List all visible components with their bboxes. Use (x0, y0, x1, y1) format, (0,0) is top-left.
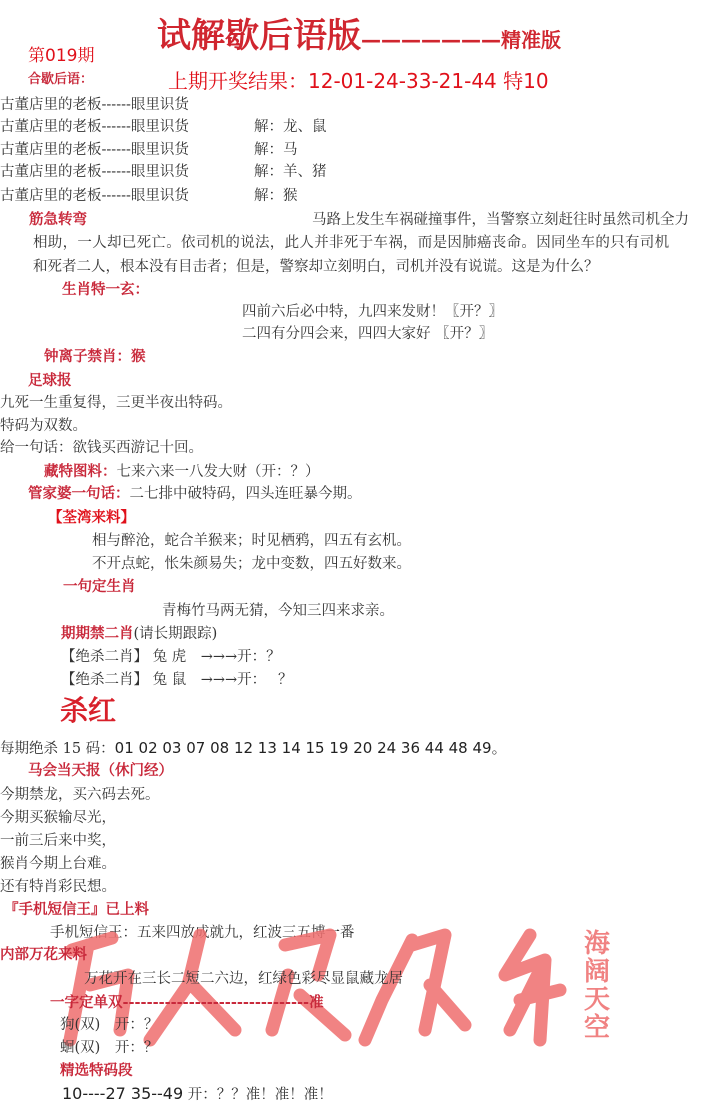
football-line: 给一句话：欲钱买西游记十回。 (0, 440, 203, 456)
qiqi: 期期禁二肖(请长期跟踪) (61, 625, 218, 642)
shahong-label: 杀红 (60, 694, 117, 727)
xiehouyu-row: 古董店里的老板------眼里识货 解：羊、猪 (0, 164, 327, 180)
xiehouyu-row: 古董店里的老板------眼里识货 解：龙、鼠 (0, 119, 327, 135)
shengxiao-text: 四前六后必中特，九四来发财！〖开？〗 (242, 304, 503, 320)
duan-line: 10----27 35--49 开：？？准！准！准！ (62, 1084, 333, 1103)
mahui-line: 一前三后来中奖， (0, 833, 116, 849)
title-suffix: 精准版 (501, 28, 561, 52)
mahui-line: 还有特肖彩民想。 (0, 879, 116, 895)
watermark-side: 海阔天空 (584, 929, 611, 1043)
quanwan-line: 相与醉沧，蛇合羊猴来；时见栖鸦，四五有玄机。 (92, 533, 411, 549)
issue-number: 第019期 (28, 46, 95, 66)
qiqi-row: 【绝杀二肖】 兔 虎 →→→开：？ (61, 649, 281, 665)
watermark-stroke (505, 935, 560, 1040)
danshuang-row: 蛔(双) 开：？ (60, 1040, 159, 1056)
title-main: 试解歇后语版 (157, 16, 361, 56)
xiehouyu-label: 合歇后语： (28, 72, 94, 87)
title-dash: ——————— (361, 28, 501, 52)
cangte: 藏特图料：七来六来一八发大财（开：？） (44, 463, 320, 480)
shengxiao-label: 生肖特一玄： (62, 281, 149, 298)
shengxiao-text: 二四有分四会来，四四大家好 〖开？〗 (242, 326, 494, 342)
mahui-line: 猴肖今期上台难。 (0, 856, 116, 872)
riddle-text: 马路上发生车祸碰撞事件，当警察立刻赶往时虽然司机全力 (312, 212, 689, 228)
quanwan-line: 不开点蛇，怅朱颜易失；龙中变数，四五好数来。 (92, 556, 411, 572)
mahui-line: 今期买猴输尽光， (0, 810, 116, 826)
shahong-line: 每期绝杀 15 码：01 02 03 07 08 12 13 14 15 19 20 24 36 44 48 49。 (0, 739, 507, 757)
football-line: 特码为双数。 (0, 418, 87, 434)
danshuang: 一字定单双-------------------------------准 (50, 994, 324, 1011)
last-result: 上期开奖结果：12-01-24-33-21-44 特10 (168, 69, 549, 93)
wanhua-text: 万花开在三长二短二六边，红绿色彩尽显鼠藏龙居 (84, 971, 403, 987)
yiju-label: 一句定生肖 (63, 578, 136, 595)
page-title (157, 14, 561, 62)
mahui-line: 今期禁龙，买六码去死。 (0, 787, 160, 803)
zhongli-label: 钟离子禁肖：猴 (44, 348, 146, 365)
mahui-label: 马会当天报（休门经） (28, 762, 173, 779)
xiehouyu-row: 古董店里的老板------眼里识货 解：猴 (0, 188, 298, 204)
quanwan-label: 【荃湾来料】 (48, 509, 135, 526)
sms-label: 『手机短信王』已上料 (4, 901, 149, 918)
riddle-text: 相助，一人却已死亡。依司机的说法，此人并非死于车祸，而是因肺癌丧命。因同坐车的只有司机 (33, 235, 670, 251)
football-line: 九死一生重复得，三更半夜出特码。 (0, 395, 232, 411)
sms-text: 手机短信王：五来四放成就九，红波三五博一番 (50, 925, 355, 941)
danshuang-row: 狗(双) 开：？ (60, 1017, 159, 1033)
xiehouyu-row: 古董店里的老板------眼里识货 (0, 97, 189, 113)
football-label: 足球报 (28, 372, 72, 389)
wanhua-label: 内部万花来料 (0, 946, 87, 963)
duan-label: 精选特码段 (60, 1062, 133, 1079)
riddle-text: 和死者二人，根本没有目击者；但是，警察却立刻明白，司机并没有说谎。这是为什么？ (33, 259, 599, 275)
qiqi-row: 【绝杀二肖】 兔 鼠 →→→开： ？ (61, 672, 293, 688)
xiehouyu-row: 古董店里的老板------眼里识货 解：马 (0, 142, 298, 158)
yiju-text: 青梅竹马两无猜，今知三四来求亲。 (162, 603, 394, 619)
guanjiapo: 管家婆一句话：二七排中破特码，四头连旺暴今期。 (28, 485, 362, 502)
riddle-label: 筋急转弯 (29, 211, 87, 228)
